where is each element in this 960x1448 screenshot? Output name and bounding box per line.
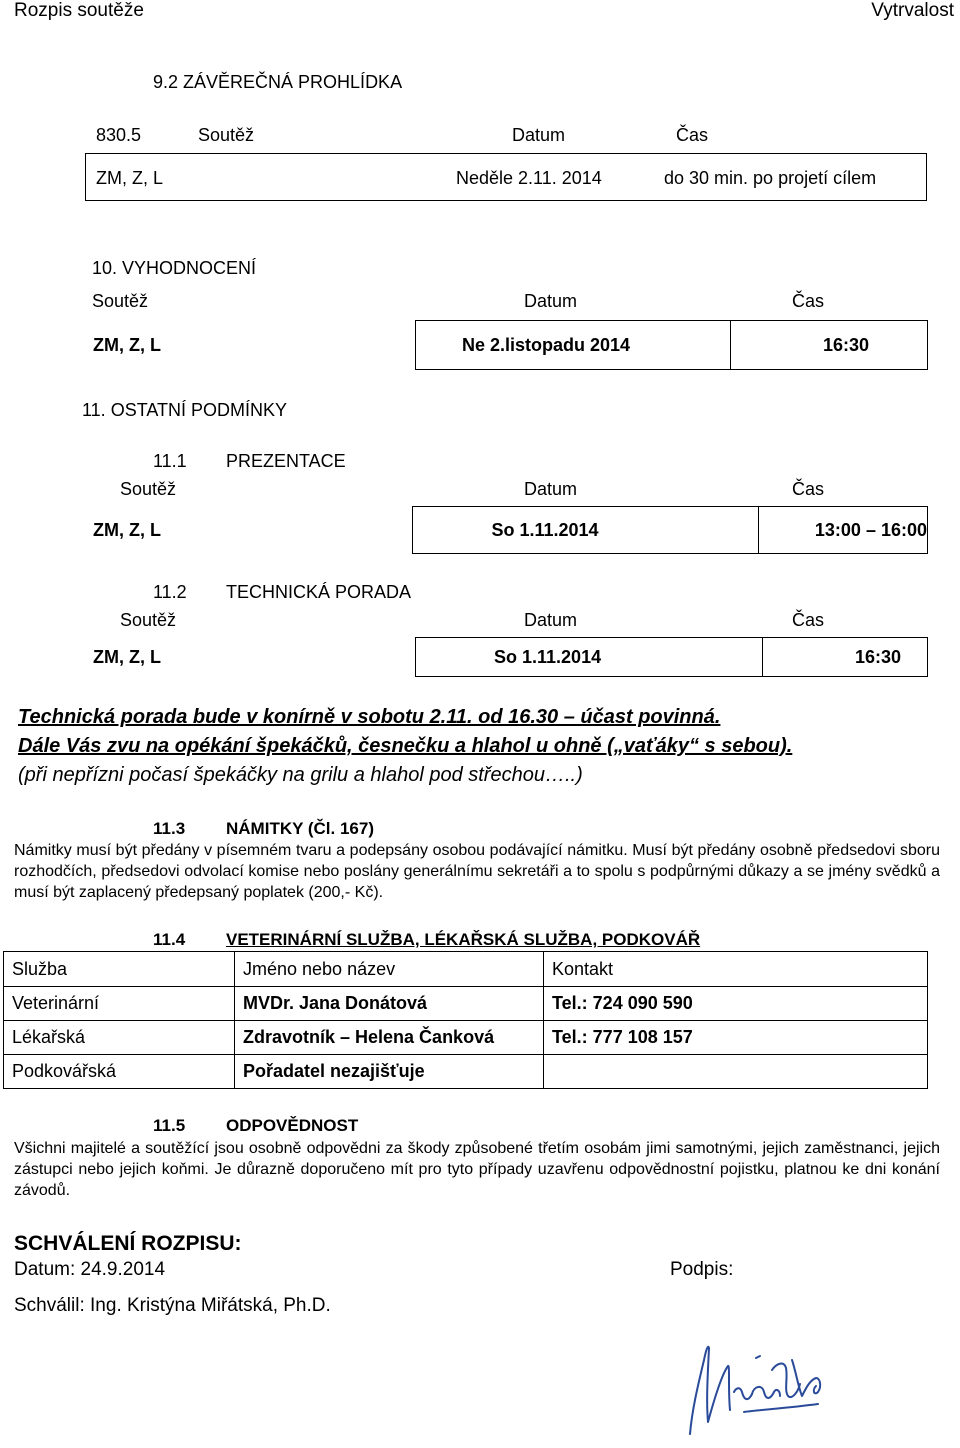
s112-note-3: (při nepřízni počasí špekáčky na grilu a hlahol pod střechou…..)	[18, 764, 583, 786]
s111-col-datum: Datum	[524, 479, 578, 499]
s114-header-kontakt: Kontakt	[544, 952, 928, 987]
s92-row-soutez: ZM, Z, L	[96, 168, 163, 188]
s114-cell-jmeno: Zdravotník – Helena Čanková	[235, 1021, 544, 1055]
s114-cell-jmeno: Pořadatel nezajišťuje	[235, 1055, 544, 1089]
s92-table	[85, 153, 927, 201]
s111-col-soutez: Soutěž	[120, 479, 177, 499]
doc-header-right: Vytrvalost	[871, 0, 954, 21]
s114-header-sluzba: Služba	[4, 952, 235, 987]
s112-title: TECHNICKÁ PORADA	[226, 582, 412, 602]
s113-title: NÁMITKY (Čl. 167)	[226, 819, 374, 838]
s111-num: 11.1	[153, 451, 187, 471]
approval-title: SCHVÁLENÍ ROZPISU:	[14, 1232, 242, 1255]
s114-cell-kontakt: Tel.: 724 090 590	[544, 987, 928, 1021]
s10-col-cas: Čas	[792, 291, 825, 311]
s112-row-datum: So 1.11.2014	[416, 638, 763, 677]
s111-row-datum: So 1.11.2014	[413, 507, 758, 554]
s112-note-1: Technická porada bude v konírně v sobotu 2.11. od 16.30 – účast povinná.	[18, 706, 721, 728]
section-11-title: 11. OSTATNÍ PODMÍNKY	[82, 400, 288, 420]
s112-num: 11.2	[153, 582, 187, 602]
s111-row-cas: 13:00 – 16:00	[758, 507, 927, 554]
s92-col-soutez: Soutěž	[198, 125, 255, 145]
s113-num: 11.3	[153, 819, 186, 838]
s112-row-cas: 16:30	[763, 638, 928, 677]
s10-row-datum: Ne 2.listopadu 2014	[416, 321, 731, 370]
s112-col-soutez: Soutěž	[120, 610, 177, 630]
s114-header-row	[4, 952, 928, 987]
s112-col-datum: Datum	[524, 610, 578, 630]
s10-table	[85, 320, 928, 370]
section-9-2-title: 9.2 ZÁVĚREČNÁ PROHLÍDKA	[153, 72, 403, 92]
s111-col-cas: Čas	[792, 479, 825, 499]
s111-table	[85, 506, 928, 554]
s115-num: 11.5	[153, 1116, 186, 1135]
approval-approved-by: Schválil: Ing. Kristýna Miřátská, Ph.D.	[14, 1295, 331, 1316]
s113-text: Námitky musí být předány v písemném tvaru a podepsány osobou podávající námitku. Musí být předány osobně předsedovi sboru rozhodčích, předsedovi odvolací komise nebo poslány generálnímu sekretáři a to spolu s podpůrnými důkazy a se jmény svědků a musí být zaplacený předepsaný poplatek (200,- Kč).	[14, 842, 940, 901]
s92-row-datum: Neděle 2.11. 2014	[456, 168, 602, 188]
approval-sign-label: Podpis:	[670, 1259, 734, 1280]
table-row	[4, 1021, 928, 1055]
signature-image	[668, 1330, 838, 1440]
s114-title: VETERINÁRNÍ SLUŽBA, LÉKAŘSKÁ SLUŽBA, PODKOVÁŘ	[226, 930, 701, 949]
s115-title: ODPOVĚDNOST	[226, 1116, 359, 1135]
s111-title: PREZENTACE	[226, 451, 346, 471]
s10-row-soutez: ZM, Z, L	[85, 321, 416, 370]
s112-row-soutez: ZM, Z, L	[85, 638, 416, 677]
s10-col-datum: Datum	[524, 291, 578, 311]
s92-col-datum: Datum	[512, 125, 566, 145]
s114-cell-kontakt	[544, 1055, 928, 1089]
s114-cell-jmeno: MVDr. Jana Donátová	[235, 987, 544, 1021]
s114-table	[3, 951, 928, 1089]
s112-note-2: Dále Vás zvu na opékání špekáčků, česnečku a hlahol u ohně („vaťáky“ s sebou).	[18, 735, 793, 757]
s92-row-cas: do 30 min. po projetí cílem	[664, 168, 877, 188]
s92-col-num: 830.5	[96, 125, 142, 145]
s114-cell-sluzba: Lékařská	[4, 1021, 235, 1055]
s114-num: 11.4	[153, 930, 186, 949]
s115-text: Všichni majitelé a soutěžící jsou osobně odpovědni za škody způsobené třetím osobám jimi samotnými, jejich zaměstnanci, jejich zástupci nebo jejich koňmi. Je důrazně doporučeno mít pro tyto případy uzavřenu odpovědnostní pojistku, platnou ke dni konání závodů.	[14, 1140, 940, 1199]
table-row	[4, 1055, 928, 1089]
s111-row-soutez: ZM, Z, L	[85, 507, 413, 554]
s112-table	[85, 637, 928, 677]
s114-cell-kontakt: Tel.: 777 108 157	[544, 1021, 928, 1055]
s92-col-cas: Čas	[676, 125, 709, 145]
s10-row-cas: 16:30	[731, 321, 928, 370]
s114-cell-sluzba: Podkovářská	[4, 1055, 235, 1089]
doc-header-left: Rozpis soutěže	[14, 0, 144, 21]
table-row	[4, 987, 928, 1021]
approval-date: Datum: 24.9.2014	[14, 1259, 166, 1280]
s10-col-soutez: Soutěž	[92, 291, 149, 311]
s114-cell-sluzba: Veterinární	[4, 987, 235, 1021]
section-10-title: 10. VYHODNOCENÍ	[92, 258, 257, 278]
s112-col-cas: Čas	[792, 610, 825, 630]
s114-header-jmeno: Jméno nebo název	[235, 952, 544, 987]
